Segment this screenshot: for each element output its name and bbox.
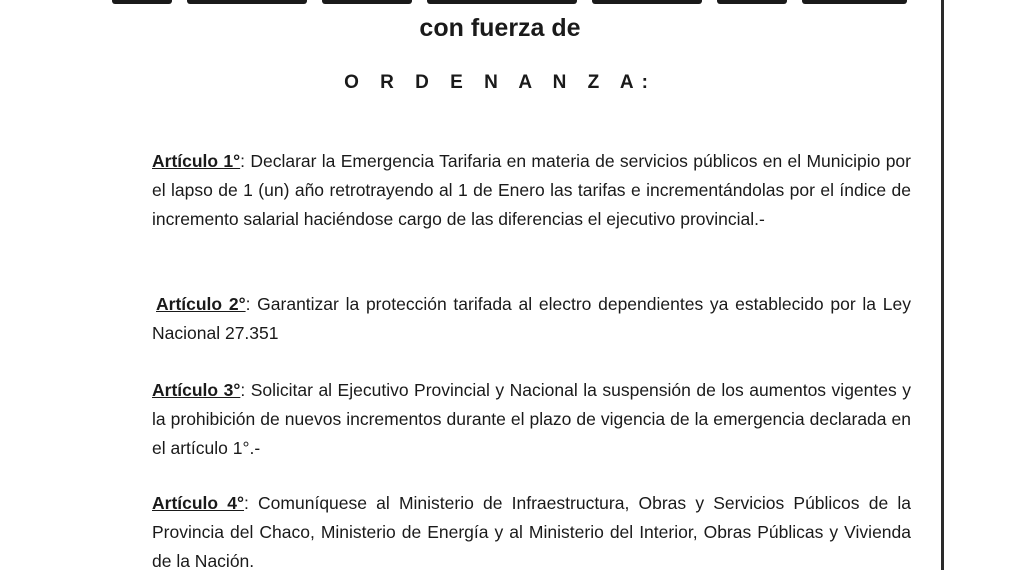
heading-con-fuerza-de: con fuerza de bbox=[419, 14, 581, 42]
article-3-label: Artículo 3° bbox=[152, 380, 241, 400]
article-4-separator: : bbox=[244, 493, 259, 513]
article-4 bbox=[152, 489, 911, 576]
article-2-text: Garantizar la protección tarifada al electro dependientes ya establecido por la Ley Nacional 27.351 bbox=[152, 294, 911, 343]
article-3-separator: : bbox=[240, 380, 251, 400]
article-3-text: Solicitar al Ejecutivo Provincial y Nacional la suspensión de los aumentos vigentes y la prohibición de nuevos incrementos durante el plazo de vigencia de la emergencia declarada en el artículo 1°.- bbox=[152, 380, 911, 458]
article-2 bbox=[152, 290, 911, 348]
article-3 bbox=[152, 376, 911, 463]
article-4-text: Comuníquese al Ministerio de Infraestructura, Obras y Servicios Públicos de la Provincia del Chaco, Ministerio de Energía y al Ministerio del Interior, Obras Públicas y Vivienda de la Nación. bbox=[152, 493, 911, 571]
article-1 bbox=[152, 147, 911, 234]
article-1-separator: : bbox=[240, 151, 251, 171]
right-margin bbox=[944, 0, 1024, 570]
article-2-separator: : bbox=[245, 294, 258, 314]
document-title-ordenanza: O R D E N A N Z A: bbox=[344, 72, 656, 93]
article-4-label: Artículo 4° bbox=[152, 493, 245, 513]
article-1-label: Artículo 1° bbox=[152, 151, 241, 171]
cropped-text-line bbox=[112, 0, 907, 10]
article-2-label: Artículo 2° bbox=[156, 294, 246, 314]
article-1-text: Declarar la Emergencia Tarifaria en materia de servicios públicos en el Municipio por el lapso de 1 (un) año retrotrayendo al 1 de Enero las tarifas e incrementándolas por el índice de incremento salarial haciéndose cargo de las diferencias el ejecutivo provincial.- bbox=[152, 151, 911, 229]
